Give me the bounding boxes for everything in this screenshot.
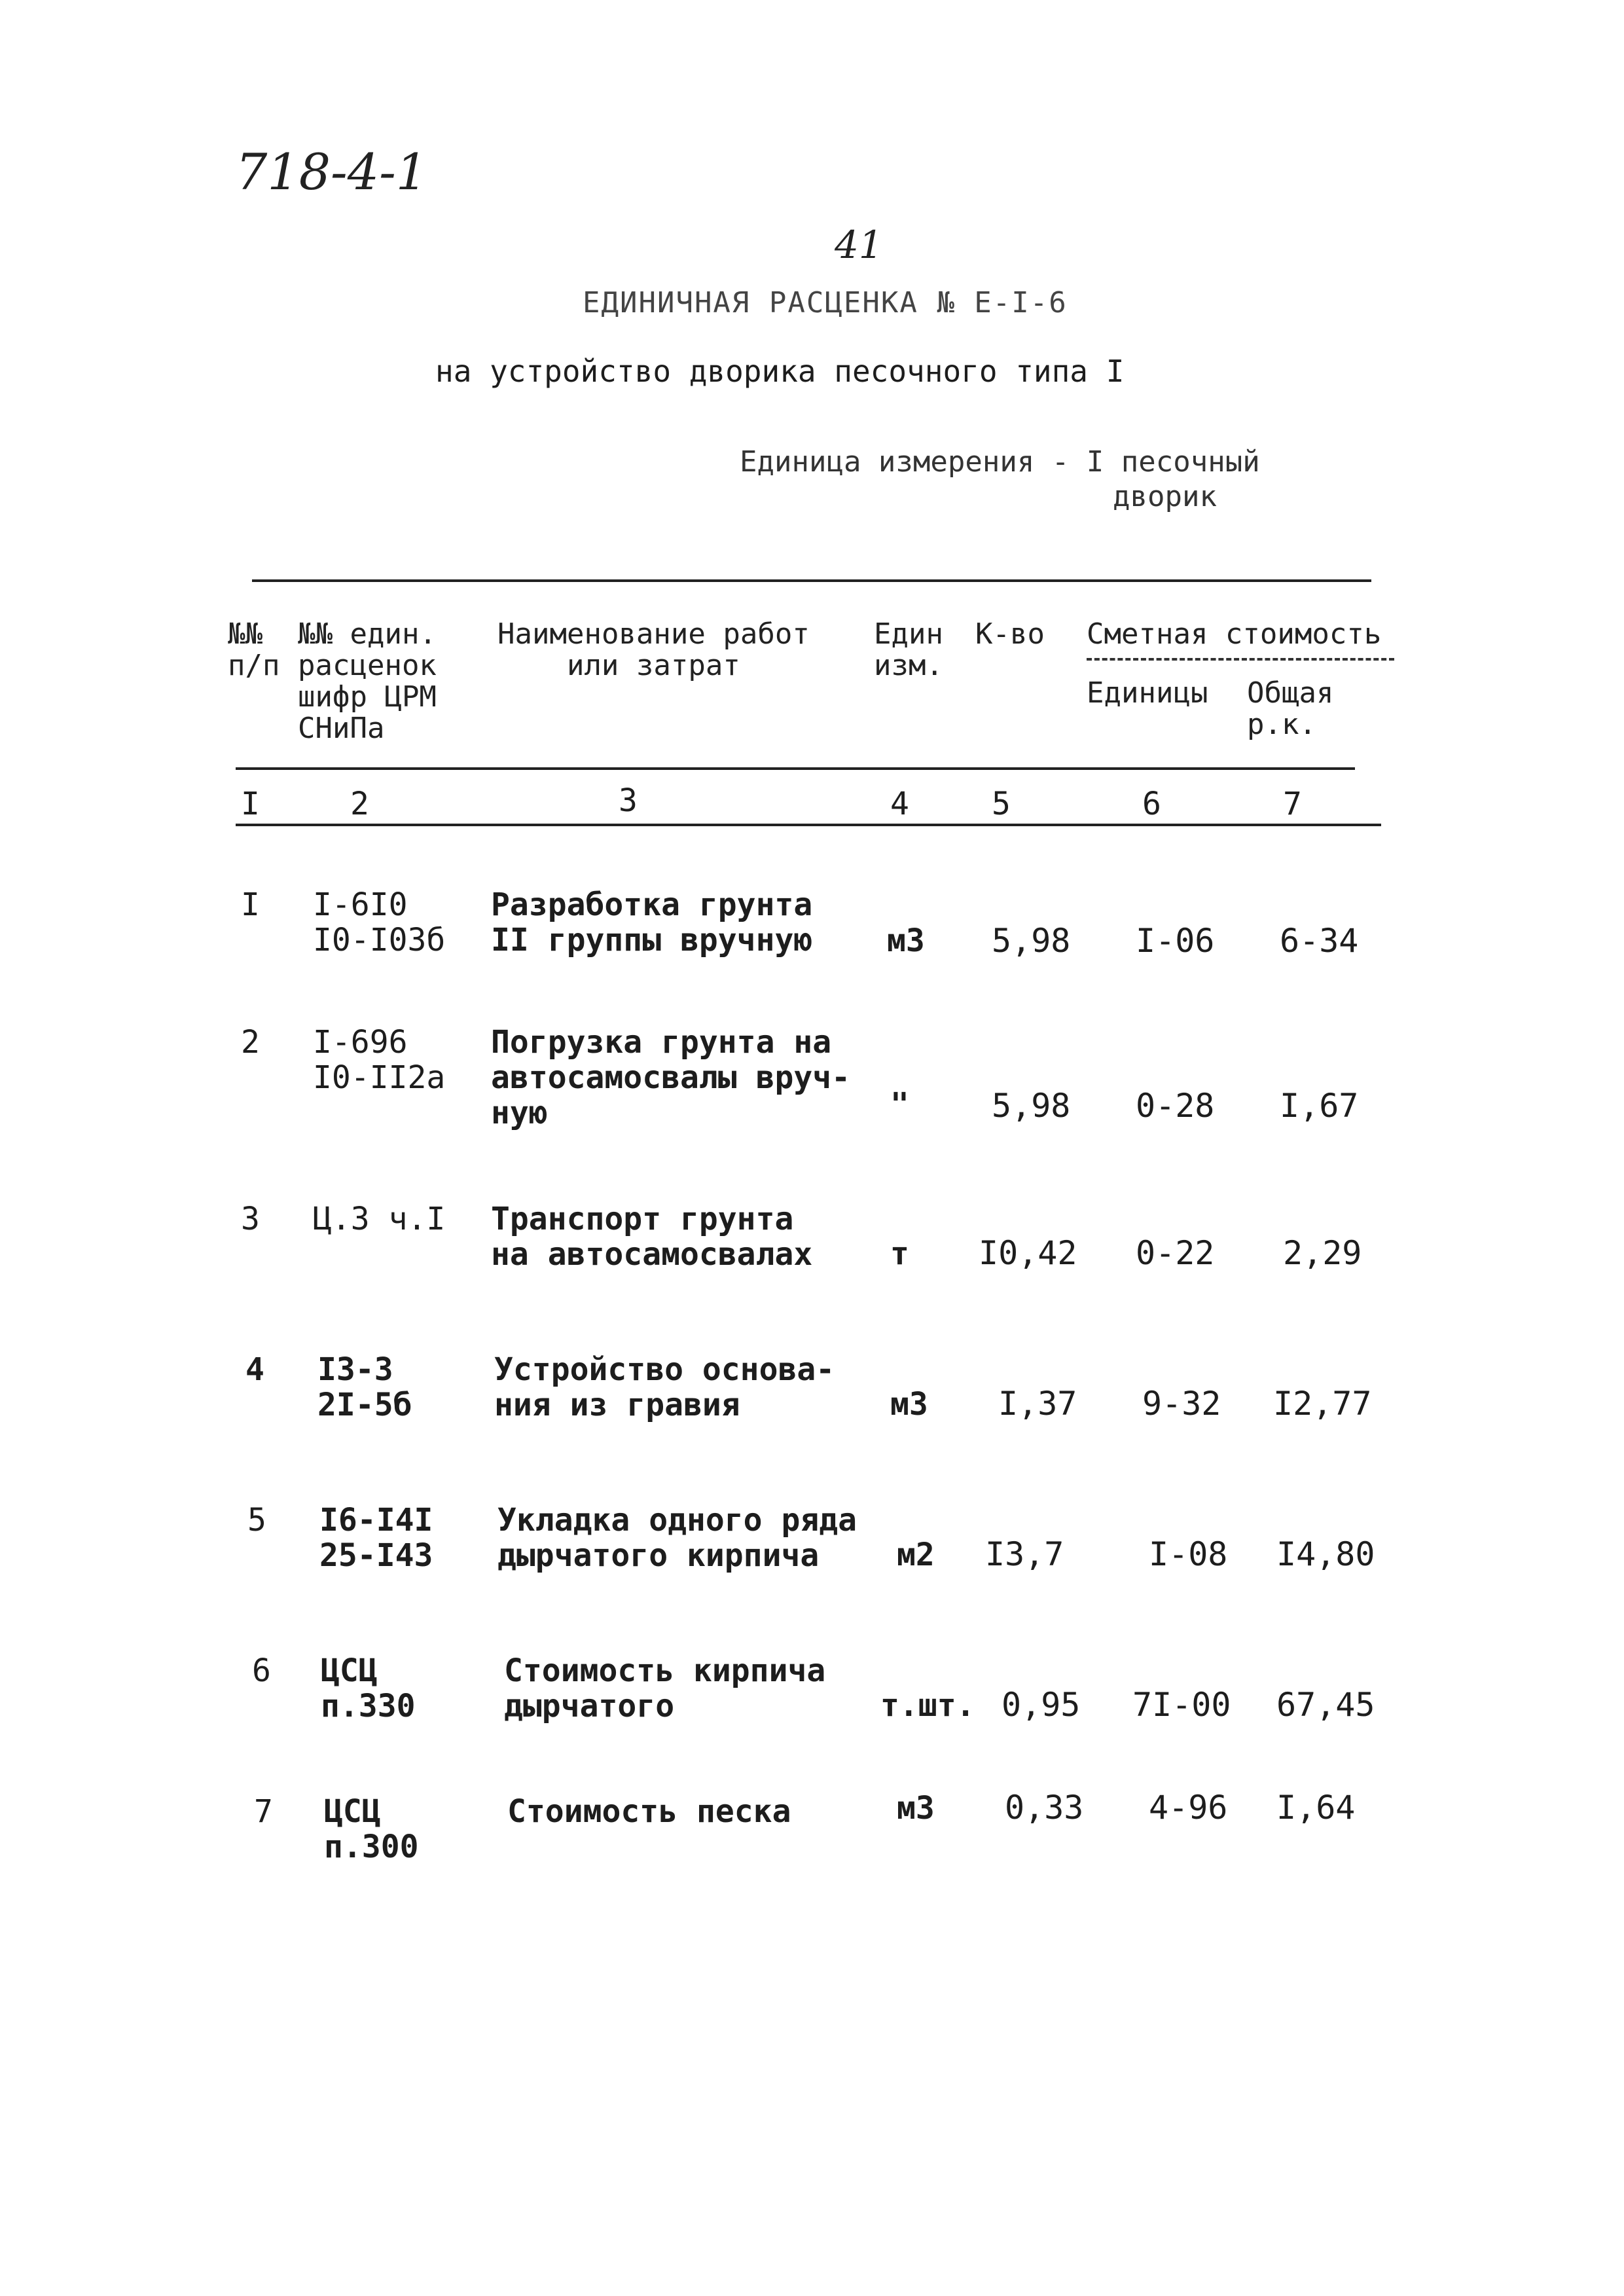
unit-cost: I-08 — [1149, 1535, 1228, 1573]
unit: м3 — [887, 922, 925, 959]
total-cost: I,67 — [1280, 1087, 1359, 1125]
rate-code: I-6I0 I0-I03б — [313, 886, 446, 958]
work-name: Погрузка грунта на автосамосвалы вруч- ную — [491, 1024, 851, 1131]
row-number: I — [241, 886, 260, 923]
rate-code: I6-I4I 25-I43 — [319, 1502, 433, 1574]
quantity: 5,98 — [992, 922, 1071, 960]
quantity: 0,33 — [1005, 1789, 1084, 1827]
column-number-4: 4 — [890, 786, 909, 822]
unit-cost: 9-32 — [1142, 1385, 1221, 1423]
unit: м3 — [897, 1790, 935, 1827]
page-number: 41 — [835, 223, 883, 267]
unit: т.шт. — [880, 1687, 975, 1724]
work-name: Транспорт грунта на автосамосвалах — [491, 1201, 813, 1273]
quantity: 0,95 — [1001, 1686, 1081, 1724]
row-number: 5 — [247, 1502, 266, 1539]
rate-code: ЦСЦ п.330 — [321, 1652, 416, 1724]
total-cost: 2,29 — [1283, 1234, 1362, 1272]
unit-cost: 7I-00 — [1132, 1686, 1231, 1724]
column-number-7: 7 — [1283, 786, 1302, 822]
work-name: Разработка грунта II группы вручную — [491, 886, 813, 958]
unit: м2 — [897, 1537, 935, 1573]
unit: " — [890, 1086, 909, 1123]
unit: т — [890, 1235, 909, 1272]
work-name: Устройство основа- ния из гравия — [494, 1351, 835, 1423]
rate-code: ЦСЦ п.300 — [324, 1793, 419, 1865]
total-cost: I2,77 — [1273, 1385, 1372, 1423]
total-cost: 67,45 — [1276, 1686, 1375, 1724]
header-rate-code: №№ един. расценок шифр ЦРМ СНиПа — [298, 617, 437, 745]
document-subtitle: на устройство дворика песочного типа I — [435, 354, 1125, 389]
unit-of-measure-continued: дворик — [1113, 480, 1217, 513]
header-total-cost: Общая р.к. — [1247, 676, 1334, 741]
row-number: 7 — [254, 1793, 273, 1830]
total-cost: 6-34 — [1280, 922, 1359, 960]
column-number-2: 2 — [350, 786, 369, 822]
column-number-5: 5 — [992, 786, 1011, 822]
row-number: 2 — [241, 1024, 260, 1061]
header-unit: Един изм. — [874, 617, 943, 682]
row-number: 4 — [245, 1351, 264, 1388]
work-name: Стоимость песка — [507, 1793, 791, 1830]
header-work-name: Наименование работ или затрат — [497, 617, 810, 682]
unit-cost: 0-28 — [1136, 1087, 1215, 1125]
document-title: ЕДИНИЧНАЯ РАСЦЕНКА № Е-I-6 — [583, 286, 1068, 319]
total-cost: I,64 — [1276, 1789, 1356, 1827]
unit: м3 — [890, 1386, 928, 1423]
work-name: Стоимость кирпича дырчатого — [504, 1652, 826, 1724]
total-cost: I4,80 — [1276, 1535, 1375, 1573]
header-estimated-cost: Сметная стоимость — [1087, 617, 1382, 651]
quantity: I3,7 — [985, 1535, 1064, 1573]
rate-code: I-696 I0-II2а — [313, 1024, 446, 1096]
rate-code: Ц.3 ч.I — [313, 1201, 446, 1237]
unit-cost: 0-22 — [1136, 1234, 1215, 1272]
column-numbers-rule — [236, 824, 1381, 826]
column-number-3: 3 — [619, 782, 638, 819]
unit-cost: I-06 — [1136, 922, 1215, 960]
rate-code: I3-3 2I-5б — [317, 1351, 412, 1423]
unit-cost: 4-96 — [1149, 1789, 1228, 1827]
header-quantity: К-во — [975, 617, 1045, 651]
document-code-handwritten: 718-4-1 — [236, 143, 428, 201]
row-number: 6 — [252, 1652, 271, 1689]
row-number: 3 — [241, 1201, 260, 1237]
column-number-1: I — [241, 786, 260, 822]
header-unit-cost: Единицы — [1087, 676, 1208, 710]
quantity: I,37 — [998, 1385, 1077, 1423]
unit-of-measure: Единица измерения - I песочный — [740, 445, 1260, 479]
header-row-number: №№ п/п — [228, 617, 280, 682]
column-number-6: 6 — [1142, 786, 1161, 822]
header-cost-divider — [1087, 658, 1394, 661]
header-bottom-rule — [236, 767, 1355, 770]
table-top-rule — [252, 579, 1371, 582]
work-name: Укладка одного ряда дырчатого кирпича — [497, 1502, 857, 1574]
quantity: 5,98 — [992, 1087, 1071, 1125]
quantity: I0,42 — [979, 1234, 1077, 1272]
